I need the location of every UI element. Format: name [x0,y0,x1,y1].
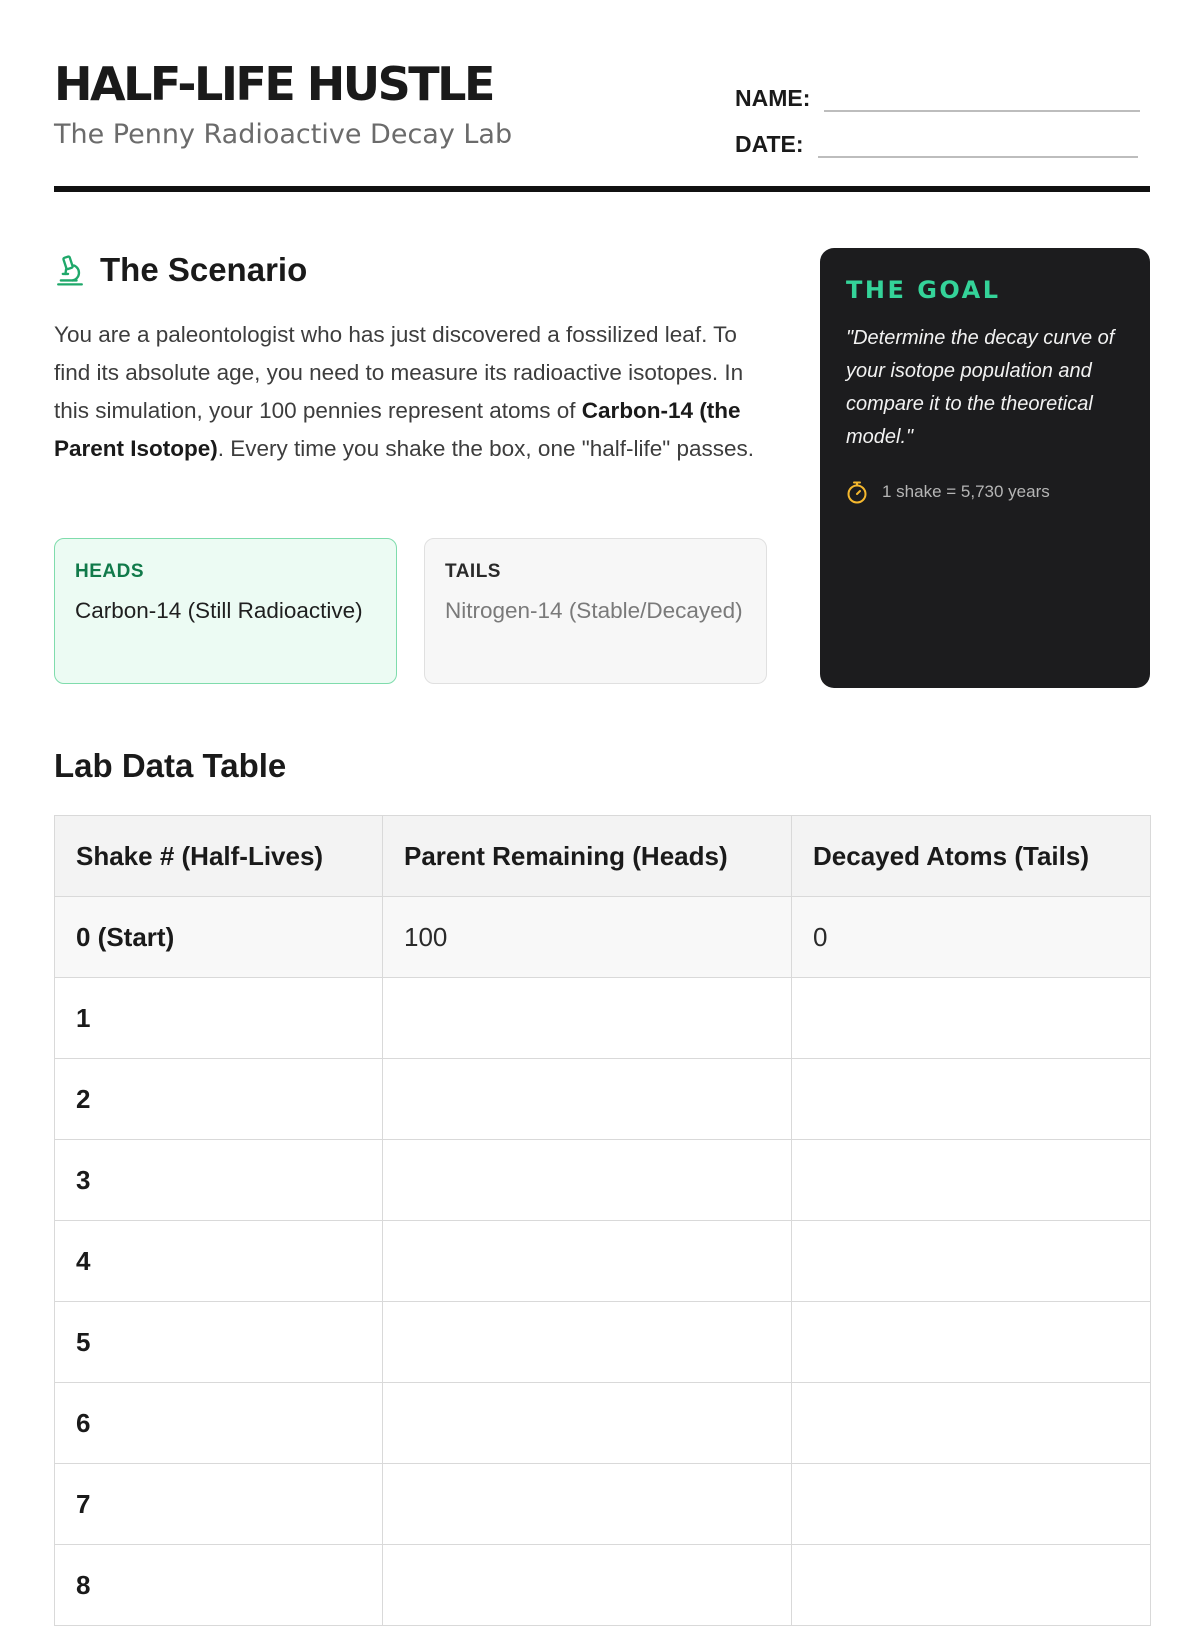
page-title: HALF-LIFE HUSTLE [54,57,493,111]
parent-cell[interactable] [383,1059,792,1140]
shake-cell: 8 [55,1545,383,1626]
shake-cell: 3 [55,1140,383,1221]
shake-cell: 1 [55,978,383,1059]
scenario-heading [54,248,766,292]
decayed-cell[interactable] [792,1059,1151,1140]
stopwatch-icon [846,480,868,504]
decayed-cell[interactable] [792,1221,1151,1302]
shake-cell: 6 [55,1383,383,1464]
name-input-line[interactable] [824,84,1140,112]
header-decayed: Decayed Atoms (Tails) [792,816,1151,897]
tails-text: Nitrogen-14 (Stable/Decayed) [445,598,743,623]
goal-panel [820,248,1150,688]
scenario-text [54,316,766,468]
goal-title: THE GOAL [846,276,1001,304]
decayed-cell[interactable] [792,1140,1151,1221]
decayed-cell: 0 [792,897,1151,978]
parent-cell: 100 [383,897,792,978]
header-shake: Shake # (Half-Lives) [55,816,383,897]
decayed-cell[interactable] [792,1464,1151,1545]
parent-cell[interactable] [383,1545,792,1626]
decayed-cell[interactable] [792,1383,1151,1464]
parent-cell[interactable] [383,978,792,1059]
decayed-cell[interactable] [792,1545,1151,1626]
shake-cell: 2 [55,1059,383,1140]
header-parent: Parent Remaining (Heads) [383,816,792,897]
goal-note [846,480,1124,504]
scenario-text-outro: . Every time you shake the box, one "half-life" passes. [217,436,755,461]
scenario-section [54,248,766,491]
name-label: NAME: [735,85,811,111]
table-row [55,1383,1151,1464]
date-field [735,130,1138,158]
header-divider [54,186,1150,192]
decayed-cell[interactable] [792,978,1151,1059]
worksheet-header [54,56,1150,196]
table-row [55,978,1151,1059]
table-row [55,1221,1151,1302]
heads-label: HEADS [75,561,145,582]
date-label: DATE: [735,131,804,157]
table-row [55,1464,1151,1545]
tails-card [424,538,767,684]
parent-cell[interactable] [383,1140,792,1221]
shake-cell: 0 (Start) [55,897,383,978]
table-row [55,897,1151,978]
table-title: Lab Data Table [54,747,287,784]
scenario-text-emphasis: Carbon-14 (the Parent Isotope) [54,398,741,461]
table-row [55,1140,1151,1221]
shake-cell: 4 [55,1221,383,1302]
goal-quote: "Determine the decay curve of your isotope population and compare it to the theoretical model." [846,327,1115,448]
page-subtitle: The Penny Radioactive Decay Lab [54,119,513,150]
microscope-icon [54,253,86,287]
parent-cell[interactable] [383,1464,792,1545]
table-row [55,1059,1151,1140]
date-input-line[interactable] [818,130,1138,158]
parent-cell[interactable] [383,1383,792,1464]
parent-cell[interactable] [383,1221,792,1302]
lab-data-table [54,815,1151,1626]
scenario-title: The Scenario [100,251,308,288]
table-row [55,1545,1151,1626]
parent-cell[interactable] [383,1302,792,1383]
shake-cell: 7 [55,1464,383,1545]
heads-text: Carbon-14 (Still Radioactive) [75,598,363,623]
table-header-row [55,816,1151,897]
scenario-text-intro: You are a paleontologist who has just discovered a fossilized leaf. To find its absolute age, you need to measure its radioactive isotopes. In this simulation, your 100 pennies represent atoms of [54,322,744,423]
table-row [55,1302,1151,1383]
name-field [735,84,1140,112]
shake-cell: 5 [55,1302,383,1383]
decayed-cell[interactable] [792,1302,1151,1383]
tails-label: TAILS [445,561,501,582]
goal-note-text: 1 shake = 5,730 years [882,482,1050,501]
heads-card [54,538,397,684]
